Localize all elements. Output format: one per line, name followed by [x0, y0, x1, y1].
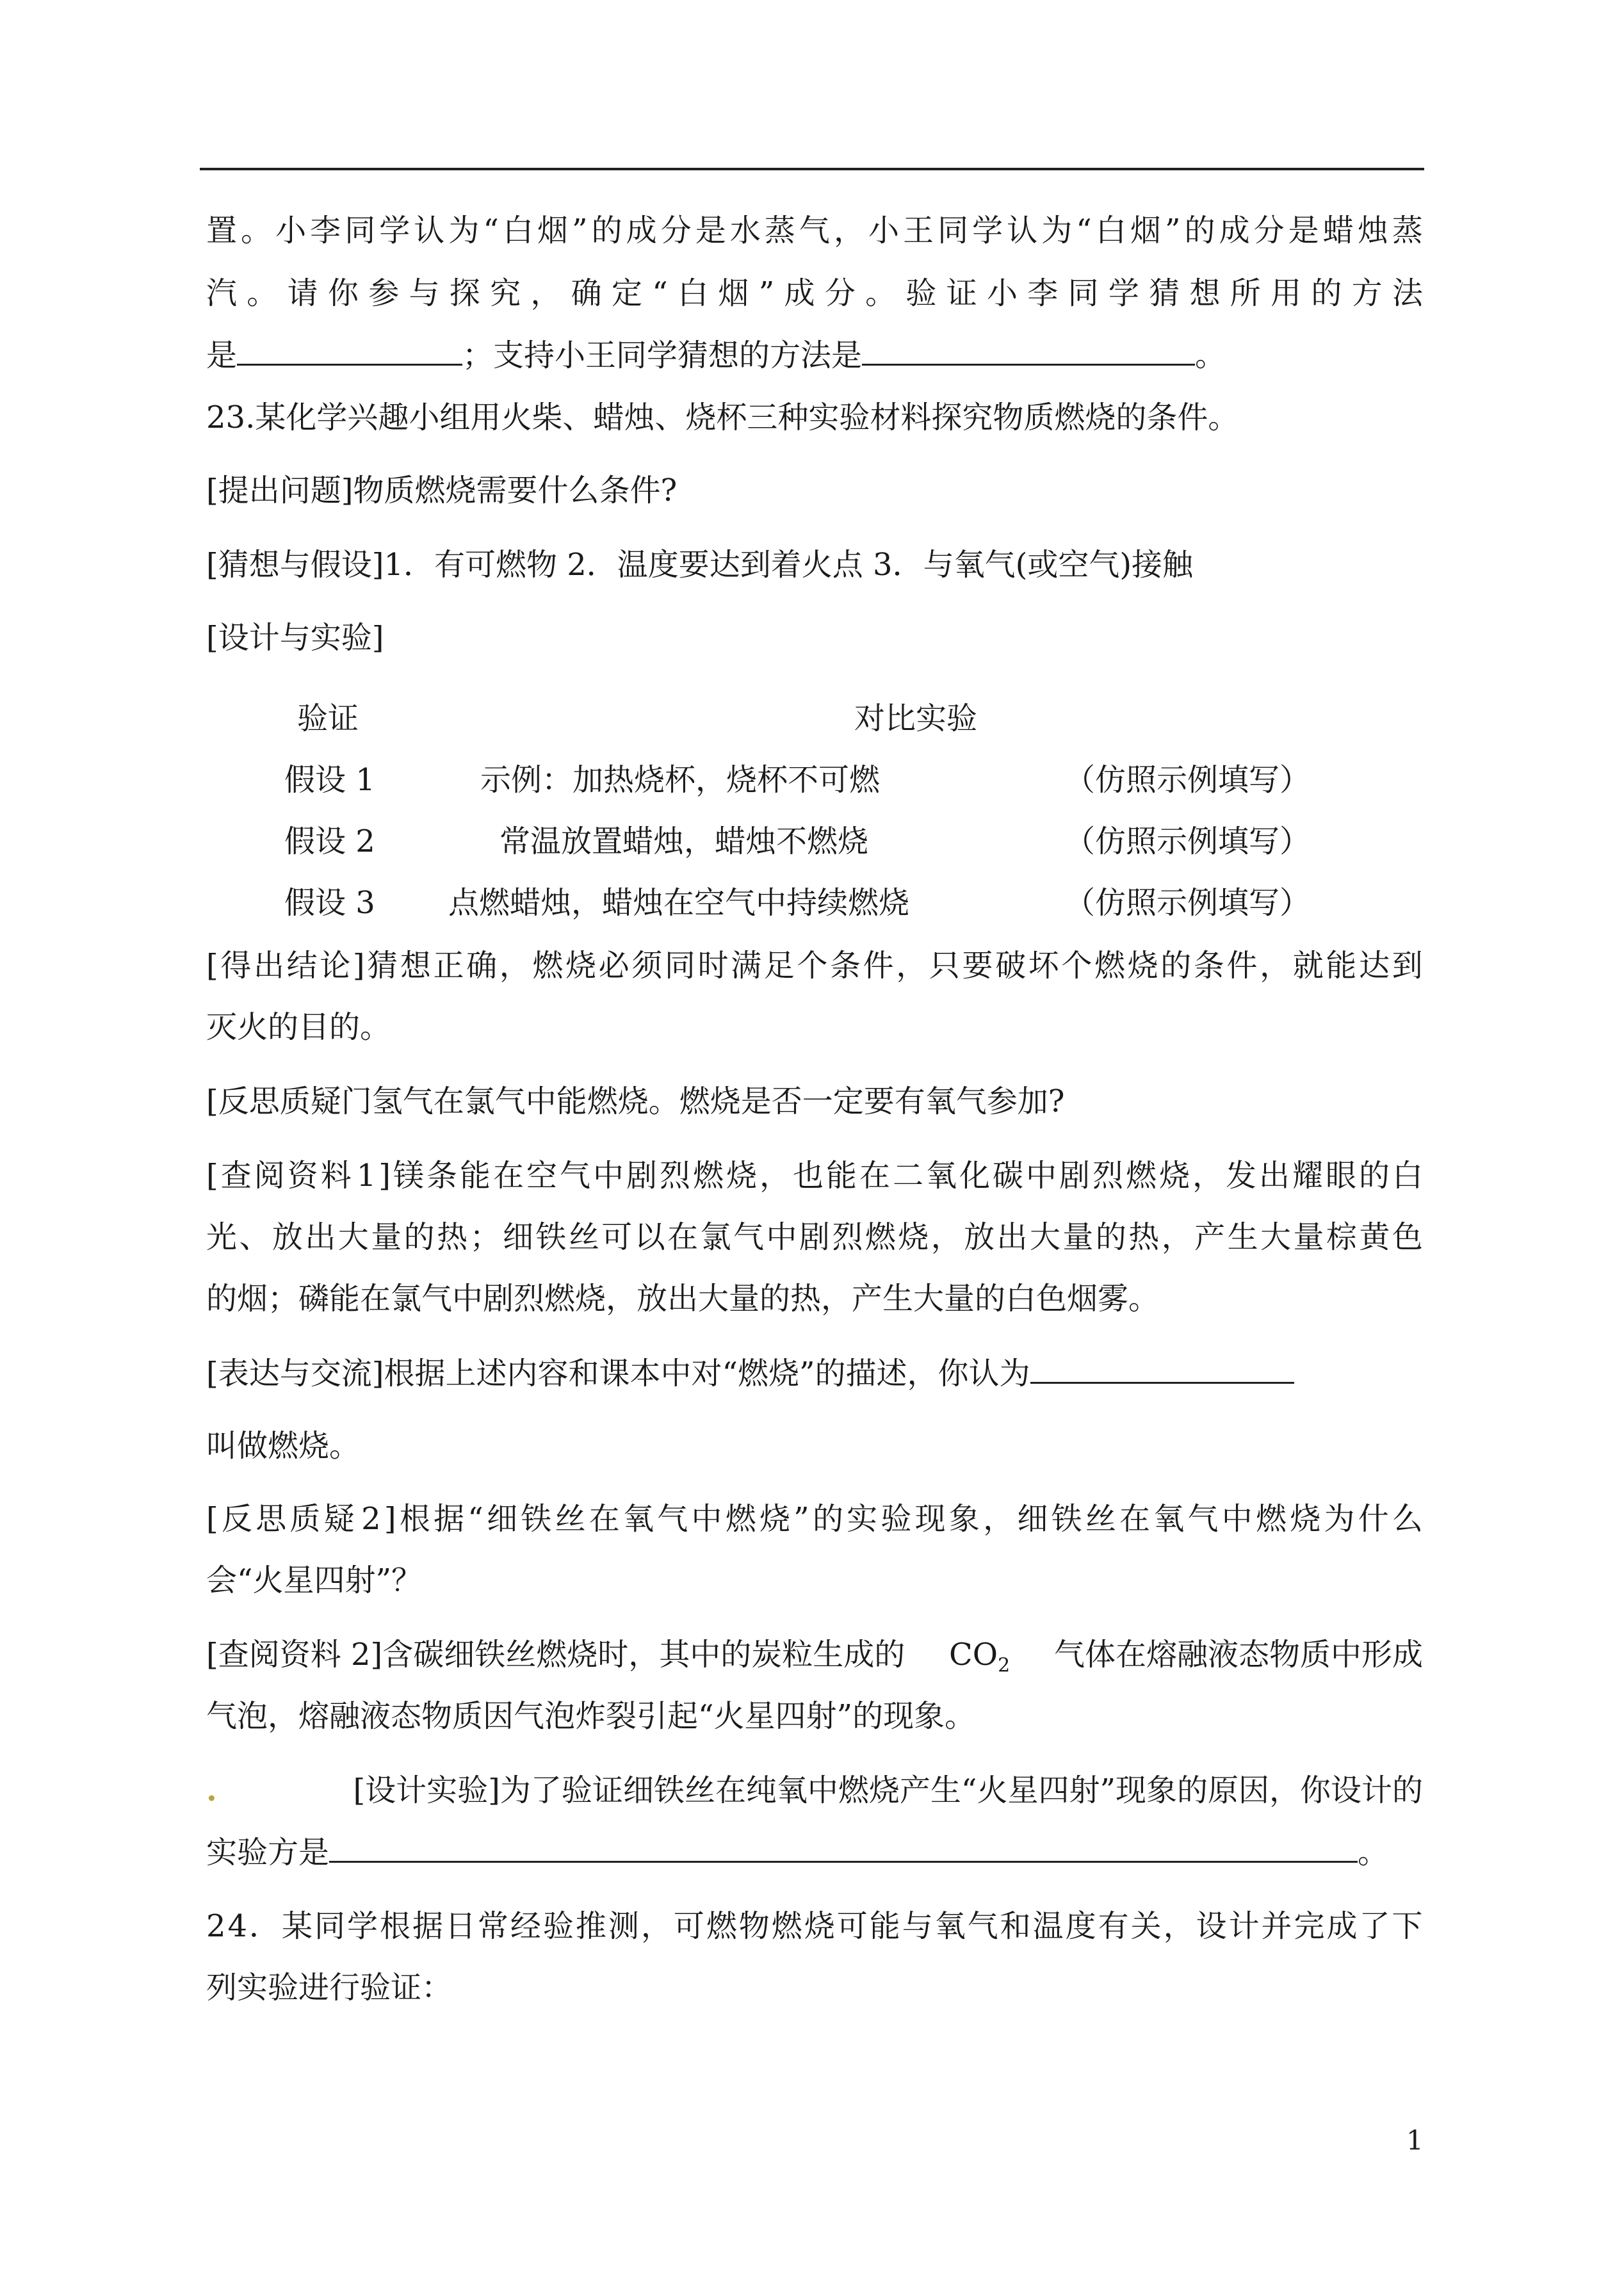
- text: 是: [206, 337, 238, 373]
- highlight-marker: .: [206, 1772, 217, 1808]
- paragraph-line: [ 查 阅 资 料 1 ] 镁 条 能 在 空 气 中 剧 烈 燃 烧 ， 也 能 在 二 氧 化 碳 中 剧 烈 燃 烧 ， 发 出 耀 眼 的 白: [206, 1158, 1423, 1194]
- text: [查阅资料 2]含碳细铁丝燃烧时，其中的炭粒生成的: [206, 1637, 905, 1673]
- table-row-hypothesis: 假设 3: [284, 885, 375, 921]
- table-row-experiment: 点燃蜡烛，蜡烛在空气中持续燃烧: [448, 885, 910, 921]
- paragraph-line: 光 、 放 出 大 量 的 热 ； 细 铁 丝 可 以 在 氯 气 中 剧 烈 燃 烧 ， 放 出 大 量 的 热 ， 产 生 大 量 棕 黄 色: [206, 1219, 1423, 1255]
- answer-blank[interactable]: [1030, 1354, 1294, 1384]
- table-row-note: （仿照示例填写）: [1064, 885, 1311, 921]
- table-row-note: （仿照示例填写）: [1064, 823, 1311, 859]
- paragraph-line: 置 。 小 李 同 学 认 为 “ 白 烟 ” 的 成 分 是 水 蒸 气 ， 小 王 同 学 认 为 “ 白 烟 ” 的 成 分 是 蜡 烛 蒸: [206, 213, 1423, 248]
- text: [设计实验]为了验证细铁丝在纯氧中燃烧产生“火星四射”现象的原因，你设计的: [353, 1772, 1423, 1808]
- table-header-verify: 验证: [297, 701, 359, 736]
- answer-blank[interactable]: [862, 336, 1195, 366]
- table-row-note: （仿照示例填写）: [1064, 762, 1311, 798]
- section-ask: [提出问题]物质燃烧需要什么条件?: [206, 473, 678, 508]
- paragraph-line: 的烟；磷能在氯气中剧烈燃烧，放出大量的热，产生大量的白色烟雾。: [206, 1281, 1160, 1317]
- text: 。: [1358, 1835, 1389, 1870]
- table-row-experiment: 常温放置蜡烛，蜡烛不燃烧: [499, 823, 869, 859]
- paragraph-line: [206, 1771, 1423, 1810]
- paragraph-line: 汽 。 请 你 参 与 探 究 ， 确 定 “ 白 烟 ” 成 分 。 验 证 小 李 同 学 猜 想 所 用 的 方 法: [206, 275, 1423, 311]
- formula-main: CO: [949, 1637, 998, 1673]
- answer-blank[interactable]: [237, 336, 462, 366]
- table-header-compare: 对比实验: [854, 701, 978, 736]
- header-rule: [200, 168, 1424, 170]
- text: 气体在熔融液态物质中形成: [1053, 1637, 1423, 1673]
- paragraph-line: [206, 1635, 1423, 1685]
- table-row-experiment: 示例：加热烧杯，烧杯不可燃: [480, 762, 881, 798]
- text: 。: [1195, 337, 1226, 373]
- paragraph-line: 气泡，熔融液态物质因气泡炸裂引起“火星四射”的现象。: [206, 1698, 976, 1734]
- question-23: 23.某化学兴趣小组用火柴、蜡烛、烧杯三种实验材料探究物质燃烧的条件。: [206, 400, 1239, 435]
- section-guess: [猜想与假设]1．有可燃物 2．温度要达到着火点 3．与氧气(或空气)接触: [206, 547, 1194, 583]
- answer-blank[interactable]: [329, 1833, 1358, 1863]
- table-row-hypothesis: 假设 1: [284, 762, 375, 798]
- paragraph-line: [ 反 思 质 疑 2 ] 根 据 “ 细 铁 丝 在 氧 气 中 燃 烧 ” 的 实 验 现 象 ， 细 铁 丝 在 氧 气 中 燃 烧 为 什 么: [206, 1501, 1423, 1537]
- paragraph-line: 会“火星四射”？: [206, 1562, 423, 1598]
- paragraph-line: [反思质疑门氢气在氯气中能燃烧。燃烧是否一定要有氧气参加?: [206, 1083, 1065, 1119]
- paragraph-line: 灭火的目的。: [206, 1009, 391, 1045]
- paragraph-line: [206, 1833, 1388, 1872]
- text: [表达与交流]根据上述内容和课本中对“燃烧”的描述，你认为: [206, 1356, 1030, 1391]
- paragraph-line: 列实验进行验证：: [206, 1970, 453, 2006]
- formula-subscript: 2: [998, 1654, 1011, 1677]
- section-design: [设计与实验]: [206, 620, 384, 656]
- text: ；支持小王同学猜想的方法是: [462, 337, 863, 373]
- paragraph-line: 2 4 ． 某 同 学 根 据 日 常 经 验 推 测 ， 可 燃 物 燃 烧 可 能 与 氧 气 和 温 度 有 关 ， 设 计 并 完 成 了 下: [206, 1908, 1423, 1944]
- paragraph-line: 叫做燃烧。: [206, 1428, 361, 1464]
- text: 实验方是: [206, 1835, 330, 1870]
- table-row-hypothesis: 假设 2: [284, 823, 375, 859]
- paragraph-line: [206, 336, 1226, 375]
- chemical-formula: [949, 1635, 1010, 1685]
- paragraph-line: [206, 1354, 1294, 1393]
- paragraph-line: [ 得 出 结 论 ] 猜 想 正 确 ， 燃 烧 必 须 同 时 满 足 个 条 件 ， 只 要 破 坏 个 燃 烧 的 条 件 ， 就 能 达 到: [206, 948, 1423, 984]
- page-number: 1: [1406, 2125, 1424, 2156]
